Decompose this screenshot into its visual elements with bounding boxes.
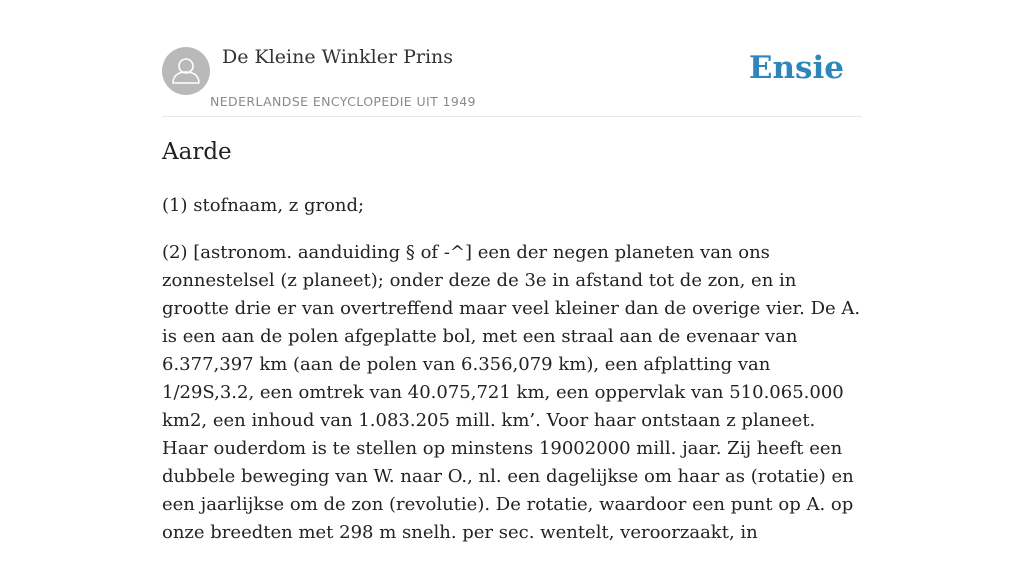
page [162,0,862,543]
header [162,0,862,117]
brand-logo[interactable]: Ensie [748,50,844,86]
article-paragraph: (1) stofnaam, z grond; [162,195,365,216]
article-title: Aarde [162,139,232,165]
author-name-link[interactable]: De Kleine Winkler Prins [222,46,454,68]
author-subtitle: NEDERLANDSE ENCYCLOPEDIE UIT 1949 [210,94,476,109]
article-body [162,192,862,566]
article-paragraph: (2) [astronom. aanduiding § of -^] een der negen planeten van ons zonnestelsel (z planeet); onder deze de 3e in afstand tot de zon, en in grootte drie er van overtreffend maar veel kleiner dan de overige vier. De A. is een aan de polen afgeplatte bol, met een straal aan de evenaar van 6.377,397 km (aan de polen van 6.356,079 km), een afplatting van 1/29S,3.2, een omtrek van 40.075,721 km, een oppervlak van 510.065.000 km2, een inhoud van 1.083.205 mill. km’. Voor haar ontstaan z planeet. Haar ouderdom is te stellen op minstens 19002000 mill. jaar. Zij heeft een dubbele beweging van W. naar O., nl. een dagelijkse om haar as (rotatie) en een jaarlijkse om de zon (revolutie). De rotatie, waardoor een punt op A. op onze breedten met 298 m snelh. per sec. wentelt, veroorzaakt, in [162,242,861,543]
user-avatar-icon[interactable] [162,47,210,95]
